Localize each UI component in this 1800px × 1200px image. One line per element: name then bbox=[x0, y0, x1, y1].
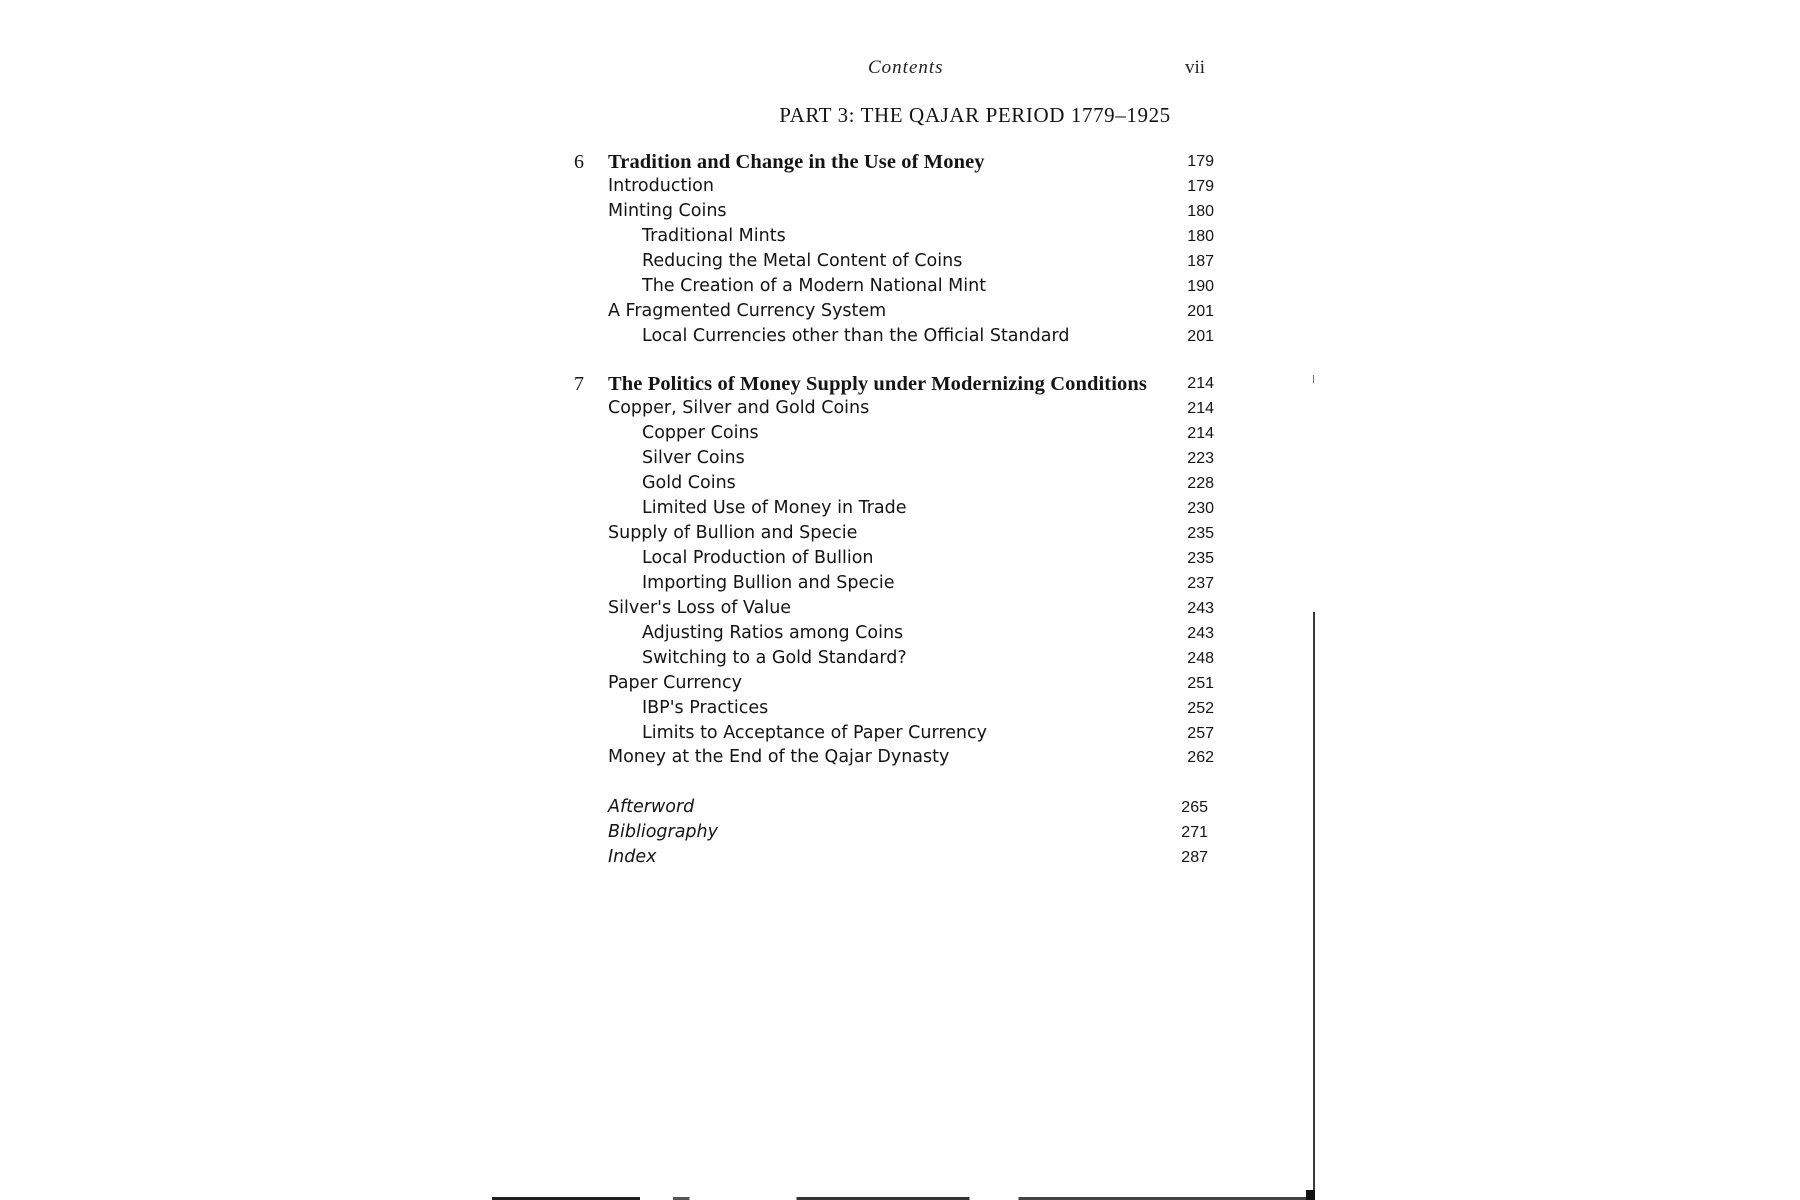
toc-subsection bbox=[574, 251, 1214, 277]
toc-section bbox=[574, 523, 1214, 549]
subsection-title: Importing Bullion and Specie bbox=[642, 573, 895, 593]
scan-page-edge-right bbox=[1313, 612, 1315, 1198]
subsection-title: Gold Coins bbox=[642, 473, 736, 493]
page-number: 187 bbox=[1187, 253, 1214, 270]
chapter-title: The Politics of Money Supply under Modernizing Conditions bbox=[608, 373, 1147, 395]
page-number: 257 bbox=[1187, 725, 1214, 742]
page-number: 201 bbox=[1187, 303, 1214, 320]
page-number: 180 bbox=[1187, 203, 1214, 220]
toc-subsection bbox=[574, 423, 1214, 449]
toc-subsection bbox=[574, 326, 1214, 352]
toc-subsection bbox=[574, 648, 1214, 674]
page-number: 265 bbox=[1181, 799, 1208, 816]
page-number: 214 bbox=[1187, 375, 1214, 392]
page-number: 235 bbox=[1187, 550, 1214, 567]
subsection-title: IBP's Practices bbox=[642, 698, 769, 718]
toc-subsection bbox=[574, 573, 1214, 599]
subsection-title: Limits to Acceptance of Paper Currency bbox=[642, 723, 988, 743]
page-number: 223 bbox=[1187, 450, 1214, 467]
back-matter-entry bbox=[574, 822, 1214, 848]
subsection-title: Copper Coins bbox=[642, 423, 759, 443]
chapter-number: 6 bbox=[574, 151, 584, 173]
page-number: 271 bbox=[1181, 824, 1208, 841]
part-heading: PART 3: THE QAJAR PERIOD 1779–1925 bbox=[779, 103, 1171, 127]
back-matter-entry bbox=[574, 797, 1214, 823]
toc-section bbox=[574, 673, 1214, 699]
section-title: A Fragmented Currency System bbox=[608, 301, 887, 321]
section-title: Money at the End of the Qajar Dynasty bbox=[608, 747, 950, 767]
toc-subsection bbox=[574, 226, 1214, 252]
page-number: 252 bbox=[1187, 700, 1214, 717]
subsection-title: Switching to a Gold Standard? bbox=[642, 648, 907, 668]
back-matter-title: Afterword bbox=[608, 797, 695, 817]
subsection-title: The Creation of a Modern National Mint bbox=[642, 276, 987, 296]
section-title: Introduction bbox=[608, 176, 714, 196]
back-matter-entry bbox=[574, 847, 1214, 873]
toc-section bbox=[574, 398, 1214, 424]
scan-edge-mark bbox=[1313, 375, 1314, 383]
table-of-contents bbox=[574, 0, 1214, 1200]
toc-section bbox=[574, 176, 1214, 202]
toc-section bbox=[574, 201, 1214, 227]
section-title: Paper Currency bbox=[608, 673, 742, 693]
toc-subsection bbox=[574, 473, 1214, 499]
subsection-title: Silver Coins bbox=[642, 448, 745, 468]
back-matter-title: Index bbox=[608, 847, 657, 867]
toc-subsection bbox=[574, 723, 1214, 749]
page-number: 190 bbox=[1187, 278, 1214, 295]
page-number: 262 bbox=[1187, 749, 1214, 766]
scan-page-corner bbox=[1306, 1190, 1315, 1200]
running-title: Contents bbox=[868, 57, 944, 78]
page-number: 230 bbox=[1187, 500, 1214, 517]
section-title: Minting Coins bbox=[608, 201, 727, 221]
page-folio: vii bbox=[1185, 57, 1206, 78]
page-number: 201 bbox=[1187, 328, 1214, 345]
subsection-title: Local Production of Bullion bbox=[642, 548, 874, 568]
page-number: 243 bbox=[1187, 600, 1214, 617]
page-number: 214 bbox=[1187, 400, 1214, 417]
page-number: 248 bbox=[1187, 650, 1214, 667]
toc-subsection bbox=[574, 448, 1214, 474]
section-title: Silver's Loss of Value bbox=[608, 598, 792, 618]
page-number: 179 bbox=[1187, 153, 1214, 170]
subsection-title: Reducing the Metal Content of Coins bbox=[642, 251, 963, 271]
page-number: 237 bbox=[1187, 575, 1214, 592]
page-number: 180 bbox=[1187, 228, 1214, 245]
chapter-6-entry bbox=[574, 151, 1214, 177]
toc-subsection bbox=[574, 498, 1214, 524]
subsection-title: Adjusting Ratios among Coins bbox=[642, 623, 904, 643]
toc-subsection bbox=[574, 548, 1214, 574]
toc-section bbox=[574, 747, 1214, 773]
subsection-title: Local Currencies other than the Official Standard bbox=[642, 326, 1070, 346]
chapter-number: 7 bbox=[574, 373, 584, 395]
chapter-7-entry bbox=[574, 373, 1214, 399]
page-number: 214 bbox=[1187, 425, 1214, 442]
toc-subsection bbox=[574, 276, 1214, 302]
page-number: 179 bbox=[1187, 178, 1214, 195]
page-number: 287 bbox=[1181, 849, 1208, 866]
back-matter-title: Bibliography bbox=[608, 822, 718, 842]
page-number: 235 bbox=[1187, 525, 1214, 542]
toc-subsection bbox=[574, 698, 1214, 724]
page-number: 243 bbox=[1187, 625, 1214, 642]
chapter-title: Tradition and Change in the Use of Money bbox=[608, 151, 985, 173]
page-number: 228 bbox=[1187, 475, 1214, 492]
toc-section bbox=[574, 301, 1214, 327]
section-title: Supply of Bullion and Specie bbox=[608, 523, 858, 543]
section-title: Copper, Silver and Gold Coins bbox=[608, 398, 870, 418]
subsection-title: Traditional Mints bbox=[642, 226, 786, 246]
page-number: 251 bbox=[1187, 675, 1214, 692]
subsection-title: Limited Use of Money in Trade bbox=[642, 498, 907, 518]
toc-subsection bbox=[574, 623, 1214, 649]
toc-section bbox=[574, 598, 1214, 624]
